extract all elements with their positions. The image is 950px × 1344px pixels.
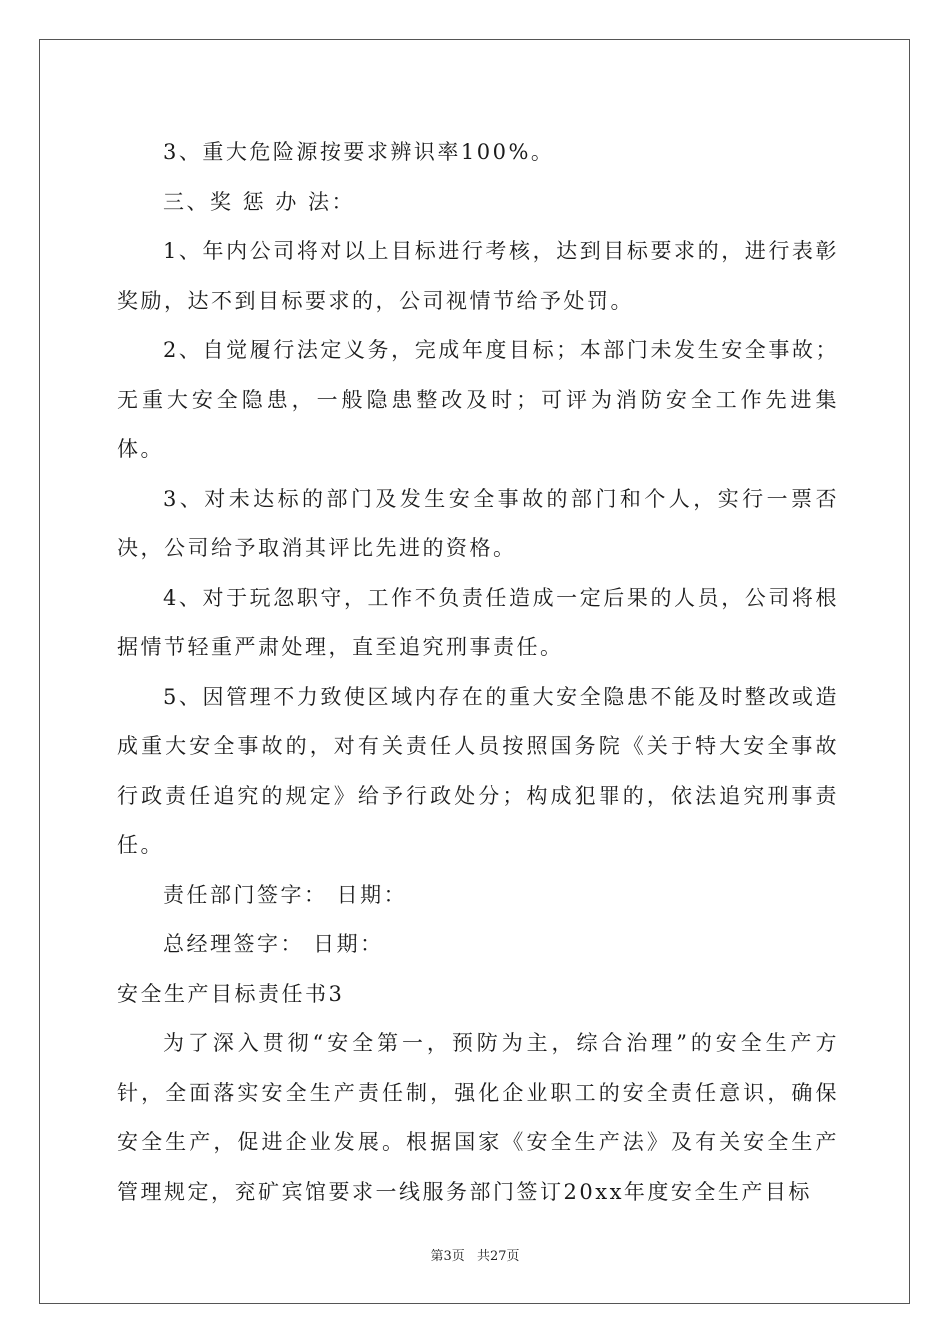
section-heading-rewards: 三、奖 惩 办 法： — [163, 189, 356, 214]
department-signature-line: 责任部门签字： 日期： — [163, 882, 408, 907]
paragraph-reward-1: 1、年内公司将对以上目标进行考核，达到目标要求的，进行表彰奖励，达不到目标要求的，公司视情节给予处罚。 — [117, 239, 839, 313]
page-footer — [0, 1245, 950, 1264]
document-body — [117, 128, 839, 1217]
paragraph-item-3-hazard: 3、重大危险源按要求辨识率100%。 — [163, 140, 555, 164]
paragraph-reward-5: 5、因管理不力致使区域内存在的重大安全隐患不能及时整改或造成重大安全事故的，对有关责任人员按照国务院《关于特大安全事故行政责任追究的规定》给予行政处分；构成犯罪的，依法追究刑事责任。 — [117, 684, 839, 857]
paragraph-reward-2: 2、自觉履行法定义务，完成年度目标；本部门未发生安全事故；无重大安全隐患，一般隐患整改及时；可评为消防安全工作先进集体。 — [117, 338, 839, 461]
paragraph-intro: 为了深入贯彻“安全第一，预防为主，综合治理”的安全生产方针，全面落实安全生产责任制，强化企业职工的安全责任意识，确保安全生产，促进企业发展。根据国家《安全生产法》及有关安全生产管理规定，兖矿宾馆要求一线服务部门签订20xx年度安全生产目标 — [117, 1031, 839, 1204]
paragraph-reward-4: 4、对于玩忽职守，工作不负责任造成一定后果的人员，公司将根据情节轻重严肃处理，直至追究刑事责任。 — [117, 585, 839, 659]
document-title-3: 安全生产目标责任书3 — [117, 981, 345, 1006]
manager-signature-line: 总经理签字： 日期： — [163, 932, 384, 956]
page-number: 第3页 — [430, 1249, 465, 1264]
page-total: 共27页 — [476, 1249, 520, 1264]
paragraph-reward-3: 3、对未达标的部门及发生安全事故的部门和个人，实行一票否决，公司给予取消其评比先进的资格。 — [117, 486, 839, 560]
